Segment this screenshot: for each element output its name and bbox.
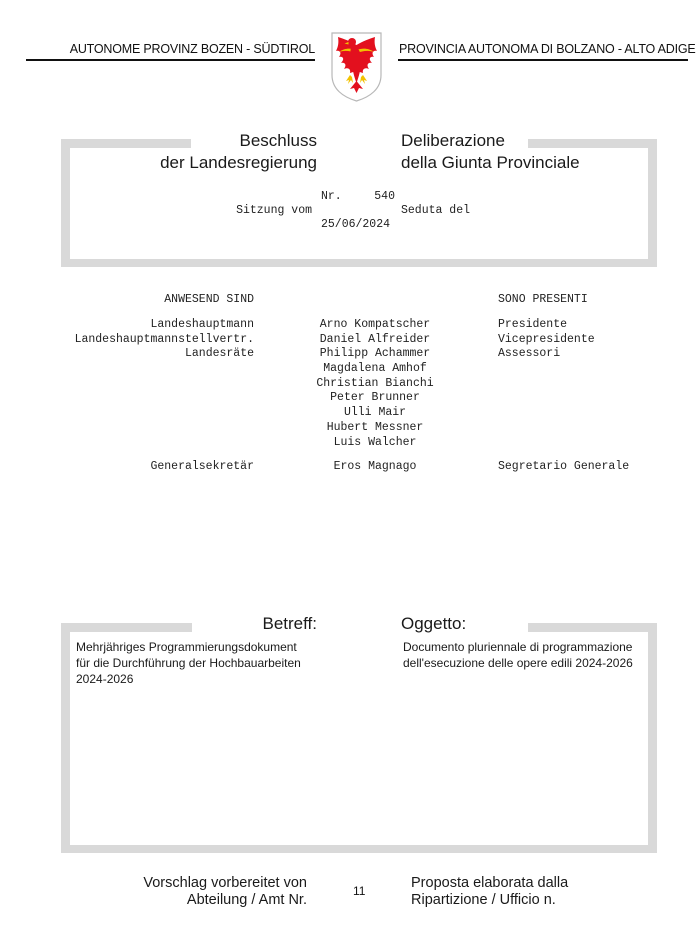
member-name: Magdalena Amhof (323, 362, 427, 375)
session-date: 25/06/2024 (321, 218, 391, 231)
frame-top-right-bar (528, 623, 657, 632)
proposal-it-line1: Proposta elaborata dalla (411, 875, 569, 891)
subject-heading-de: Betreff: (262, 614, 317, 633)
decision-number-label: Nr. (321, 190, 342, 203)
member-name: Daniel Alfreider (319, 333, 431, 346)
decision-title-it-line2: della Giunta Provinciale (401, 153, 580, 172)
member-name: Arno Kompatscher (319, 318, 431, 331)
member-name: Christian Bianchi (316, 377, 434, 390)
role-de: Landesräte (184, 347, 254, 360)
header-title-de: AUTONOME PROVINZ BOZEN - SÜDTIROL (69, 42, 315, 56)
decision-title-de-line2: der Landesregierung (160, 153, 317, 172)
session-label-it: Seduta del (401, 204, 471, 217)
office-number: 11 (353, 884, 366, 898)
role-de: Landeshauptmannstellvertr. (74, 333, 254, 346)
decision-title-it-line1: Deliberazione (401, 131, 505, 150)
frame-top-right-bar (528, 139, 657, 148)
member-name: Luis Walcher (333, 436, 417, 449)
header-title-it: PROVINCIA AUTONOMA DI BOLZANO - ALTO ADIGE (399, 42, 696, 56)
subject-text-de-line2: für die Durchführung der Hochbauarbeiten (76, 656, 301, 670)
role-it: Assessori (498, 347, 561, 360)
member-name: Ulli Mair (343, 406, 407, 419)
secretary-role-it: Segretario Generale (498, 460, 630, 473)
member-name: Peter Brunner (330, 391, 420, 404)
role-it: Presidente (498, 318, 568, 331)
frame-right-bar (648, 139, 657, 267)
frame-bottom-bar (61, 845, 657, 853)
secretary-name: Eros Magnago (333, 460, 417, 473)
member-name: Hubert Messner (326, 421, 424, 434)
header-rule-left (26, 59, 315, 61)
attendance-header-it: SONO PRESENTI (498, 293, 588, 306)
decision-number-value: 540 (374, 190, 395, 203)
role-it: Vicepresidente (498, 333, 595, 346)
frame-left-bar (61, 623, 70, 853)
subject-text-it-line2: dell'esecuzione delle opere edili 2024-2026 (403, 656, 633, 670)
role-de: Landeshauptmann (150, 318, 254, 331)
proposal-de-line2: Abteilung / Amt Nr. (186, 892, 307, 908)
subject-heading-it: Oggetto: (401, 614, 467, 633)
frame-left-bar (61, 139, 70, 267)
proposal-it-line2: Ripartizione / Ufficio n. (411, 892, 556, 908)
south-tyrol-eagle-crest-icon (330, 31, 383, 103)
secretary-role-de: Generalsekretär (150, 460, 254, 473)
member-name: Philipp Achammer (319, 347, 431, 360)
subject-text-it-line1: Documento pluriennale di programmazione (403, 640, 633, 654)
frame-right-bar (648, 623, 657, 853)
proposal-de-line1: Vorschlag vorbereitet von (143, 875, 307, 891)
subject-text-de-line3: 2024-2026 (76, 672, 134, 686)
session-label-de: Sitzung vom (236, 204, 312, 217)
subject-text-de-line1: Mehrjähriges Programmierungsdokument (76, 640, 297, 654)
frame-top-left-bar (61, 139, 191, 148)
attendance-header-de: ANWESEND SIND (164, 293, 254, 306)
header-rule-right (398, 59, 688, 61)
frame-bottom-bar (61, 259, 657, 267)
frame-top-left-bar (61, 623, 192, 632)
decision-title-de-line1: Beschluss (239, 131, 317, 150)
